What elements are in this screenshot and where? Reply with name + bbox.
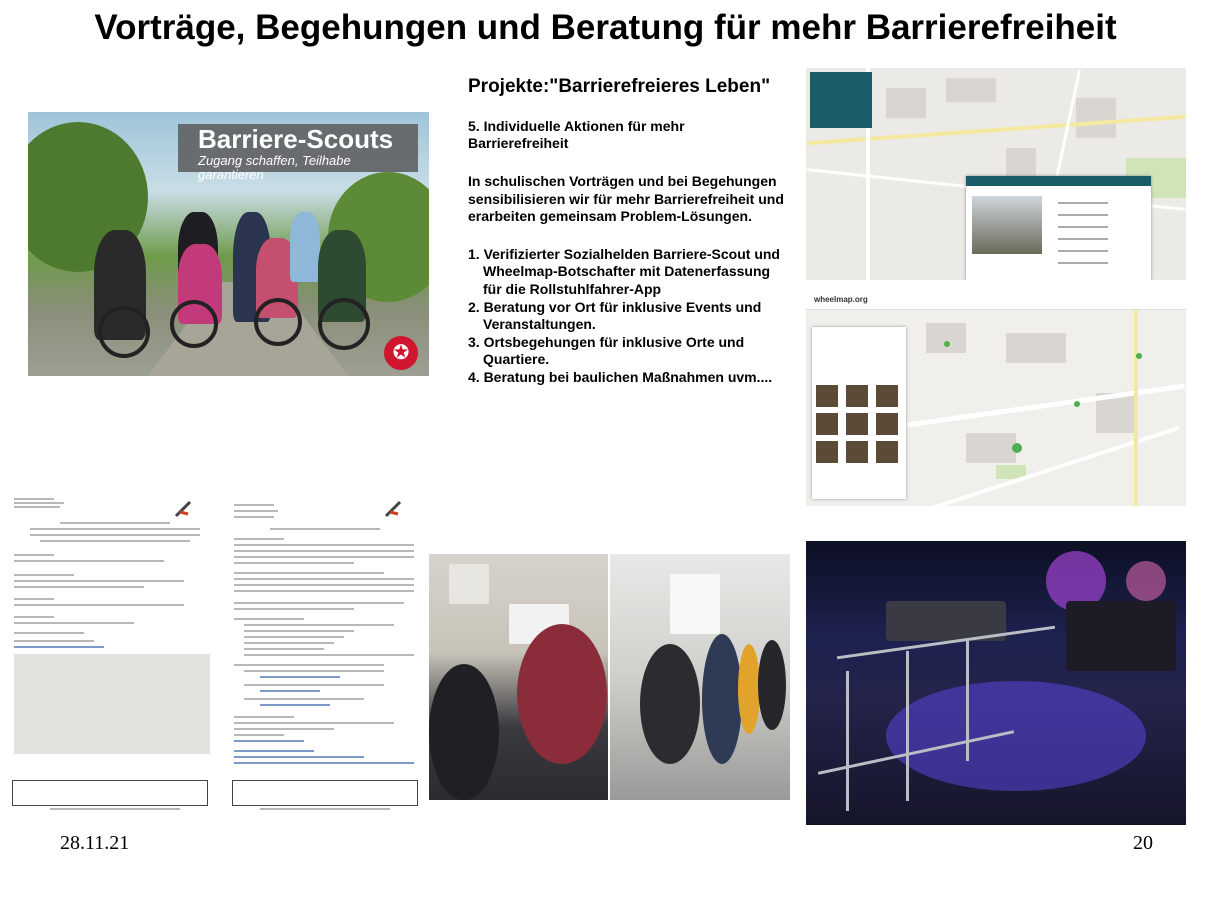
person-6 [290, 212, 320, 282]
event-flyer-1 [10, 494, 210, 816]
event-venue-photo [806, 541, 1186, 825]
text-line [234, 722, 394, 724]
dialog-row [1058, 250, 1108, 252]
text-line [234, 734, 284, 736]
barriere-scouts-photo [28, 112, 429, 376]
text-line [234, 716, 294, 718]
text-line [244, 654, 414, 656]
place-photo [816, 441, 838, 463]
text-line [14, 574, 74, 576]
text-line [234, 544, 414, 546]
text-line [244, 648, 324, 650]
barriere-scouts-banner [178, 124, 418, 182]
text-line [234, 618, 304, 620]
text-line [14, 598, 54, 600]
person-jacket [702, 634, 742, 764]
wheelchair-4 [318, 298, 370, 350]
place-photo [846, 413, 868, 435]
list-item: 1. Verifizierter Sozialhelden Barriere-Scout und Wheelmap-Botschafter mit Datenerfassung für die Rollstuhlfahrer-App [468, 245, 780, 297]
map-pin [944, 341, 950, 347]
text-line [234, 728, 334, 730]
text-line [234, 550, 414, 552]
link-line [234, 756, 364, 758]
text-line [244, 636, 344, 638]
dialog-row [1058, 226, 1108, 228]
banner-title: Barriere-Scouts [198, 124, 394, 154]
text-line [14, 604, 184, 606]
link-line [260, 704, 330, 706]
text-line [234, 602, 404, 604]
zukunftswerkstatt-logo-icon [382, 498, 404, 520]
wheelchair-user [640, 644, 700, 764]
place-photo [816, 413, 838, 435]
app-search-panel [810, 72, 872, 128]
student-back [517, 624, 607, 764]
place-photo [816, 385, 838, 407]
text-line [14, 506, 60, 508]
map-main-road [1134, 309, 1138, 506]
dialog-row [1058, 214, 1108, 216]
wheelmap-screenshot [806, 293, 1186, 506]
wall-screen [449, 564, 489, 604]
text-line [50, 808, 180, 810]
map-block [886, 88, 926, 118]
text-line [244, 642, 334, 644]
dialog-header [966, 176, 1151, 186]
app-place-dialog [966, 176, 1151, 280]
text-line [234, 584, 414, 586]
action-list [468, 246, 788, 387]
wheelchair-3 [254, 298, 302, 346]
text-line [234, 572, 384, 574]
app-map-screenshot [806, 68, 1186, 280]
text-line [14, 502, 64, 504]
text-line [14, 554, 54, 556]
place-photo [876, 385, 898, 407]
classroom-photo [429, 554, 608, 800]
student-foreground [429, 664, 499, 800]
text-line [244, 624, 394, 626]
wheelmap-topbar [806, 293, 1186, 310]
list-item: 2. Beratung vor Ort für inklusive Events und Veranstaltungen. [468, 298, 762, 333]
wheelmap-logo: wheelmap.org [814, 295, 868, 304]
map-pin [1074, 401, 1080, 407]
project-text [468, 76, 788, 387]
barrier-post [846, 671, 849, 811]
list-item: 3. Ortsbegehungen für inklusive Orte und Quartiere. [468, 333, 745, 368]
link-line [14, 646, 104, 648]
text-line [260, 808, 390, 810]
banner-subtitle: Zugang schaffen, Teilhabe garantieren [198, 153, 351, 182]
text-line [270, 528, 380, 530]
barrier-post [906, 651, 909, 801]
text-line [30, 534, 200, 536]
slide-title: Vorträge, Begehungen und Beratung für mehr Barrierefreiheit [94, 8, 1117, 47]
stage-light [1126, 561, 1166, 601]
text-line [30, 528, 200, 530]
wheelchair-2 [170, 300, 218, 348]
place-photo [876, 441, 898, 463]
place-photo [846, 441, 868, 463]
map-block [946, 78, 996, 102]
map-block [926, 323, 966, 353]
slide-page-number: 20 [1133, 832, 1153, 854]
projekte-heading: Projekte:"Barrierefreieres Leben" [468, 76, 771, 97]
text-line [14, 560, 164, 562]
map-block [1006, 148, 1036, 178]
dialog-row [1058, 202, 1108, 204]
dialog-row [1058, 238, 1108, 240]
text-line [14, 586, 144, 588]
text-line [244, 698, 364, 700]
link-line [234, 762, 414, 764]
link-line [234, 740, 304, 742]
list-item: 4. Beratung bei baulichen Maßnahmen uvm.... [468, 368, 773, 385]
stage [1066, 601, 1176, 671]
slide-date: 28.11.21 [60, 832, 130, 854]
text-line [234, 608, 354, 610]
text-line [234, 562, 354, 564]
star-icon: ✪ [384, 336, 418, 370]
wheelchair-1 [98, 306, 150, 358]
event-flyer-2 [230, 494, 420, 816]
text-line [14, 616, 54, 618]
text-line [40, 540, 190, 542]
text-line [234, 504, 274, 506]
text-line [14, 632, 84, 634]
text-line [244, 630, 354, 632]
dialog-row [1058, 262, 1108, 264]
text-line [244, 684, 384, 686]
text-line [14, 640, 94, 642]
map-road [907, 384, 1185, 428]
intro-paragraph: In schulischen Vorträgen und bei Begehungen sensibilisieren wir für mehr Barrierefreiheit und erarbeiten gemeinsam Problem-Lösungen. [468, 173, 784, 225]
link-line [234, 750, 314, 752]
person-dark [758, 640, 786, 730]
text-line [14, 622, 134, 624]
wheelmap-place-panel [812, 327, 906, 499]
hallway-inspection-photo [610, 554, 790, 800]
text-line [234, 664, 384, 666]
text-line [60, 522, 170, 524]
aktionen-heading: 5. Individuelle Aktionen für mehr Barrierefreiheit [468, 118, 685, 151]
text-line [234, 510, 278, 512]
map-road [912, 426, 1180, 506]
place-photo [972, 196, 1042, 254]
doorway-light [670, 574, 720, 634]
text-line [234, 590, 414, 592]
map-pin [1012, 443, 1022, 453]
place-photo [846, 385, 868, 407]
person-yellow [738, 644, 760, 734]
link-line [260, 690, 320, 692]
text-line [234, 556, 414, 558]
flyer-footer-table [12, 780, 208, 806]
zukunftswerkstatt-logo-icon [172, 498, 194, 520]
text-line [234, 538, 284, 540]
place-photo [876, 413, 898, 435]
text-line [234, 578, 414, 580]
flyer-map [14, 654, 210, 754]
blue-floor-light [886, 681, 1146, 791]
text-line [14, 580, 184, 582]
map-pin [1136, 353, 1142, 359]
text-line [234, 516, 274, 518]
link-line [260, 676, 340, 678]
map-block [1076, 98, 1116, 138]
map-block [966, 433, 1016, 463]
text-line [14, 498, 54, 500]
flyer-footer-table [232, 780, 418, 806]
map-block [1006, 333, 1066, 363]
text-line [244, 670, 384, 672]
